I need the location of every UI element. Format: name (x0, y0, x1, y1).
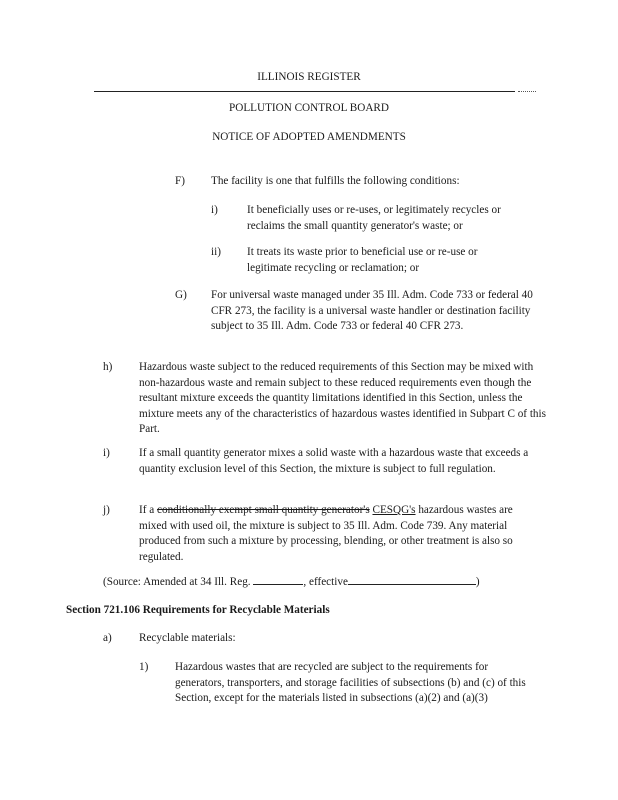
source-prefix: (Source: Amended at 34 Ill. Reg. (103, 576, 254, 588)
board-title: POLLUTION CONTROL BOARD (229, 102, 389, 114)
item-j-deleted: conditionally exempt small quantity generator's (157, 504, 370, 516)
item-G-label: G) (175, 289, 187, 301)
item-F-label: F) (175, 175, 185, 187)
item-F-text: The facility is one that fulfills the following conditions: (211, 175, 460, 187)
item-h-label: h) (103, 361, 113, 373)
item-F-i-label: i) (211, 204, 218, 216)
register-title: ILLINOIS REGISTER (257, 71, 361, 83)
section-a1-text: Hazardous wastes that are recycled are subject to the requirements for generators, transporters, and storage facilities of subsections (b) and (c) of this Section, except for the materials listed in subsections (a)(2) and (a)(3) (175, 661, 526, 705)
item-j-text (139, 503, 541, 565)
section-a-label: a) (103, 632, 112, 644)
item-F-i-text: It beneficially uses or re-uses, or legitimately recycles or reclaims the small quantity generator's waste; or (247, 204, 501, 232)
item-j-label: j) (103, 504, 110, 516)
item-j-pre: If a (139, 504, 158, 516)
source-suffix: ) (475, 576, 480, 588)
source-note (103, 574, 533, 591)
source-middle: , effective (303, 576, 348, 588)
source-volume-blank (253, 574, 303, 585)
section-a-text: Recyclable materials: (139, 632, 236, 644)
item-F-ii-text: It treats its waste prior to beneficial use or re-use or legitimate recycling or reclamation; or (247, 246, 478, 274)
item-i-text: If a small quantity generator mixes a solid waste with a hazardous waste that exceeds a quantity exclusion level of this Section, the mixture is subject to full regulation. (139, 447, 529, 475)
item-F-ii-label: ii) (211, 246, 221, 258)
notice-title: NOTICE OF ADOPTED AMENDMENTS (212, 131, 406, 143)
header-rule-tail (518, 91, 536, 92)
item-i-label: i) (103, 447, 110, 459)
section-a1-label: 1) (139, 661, 149, 673)
item-h-text: Hazardous waste subject to the reduced requirements of this Section may be mixed with non-hazardous waste and remain subject to these reduced requirements even though the resultant mixture exceeds the quantity limitations identified in this Section, unless the mixture meets any of the characteristics of hazardous wastes identified in Subpart C of this Part. (139, 361, 546, 436)
item-G-text: For universal waste managed under 35 Ill. Adm. Code 733 or federal 40 CFR 273, the facility is a universal waste handler or destination facility subject to 35 Ill. Adm. Code 733 or federal 40 CFR 273. (211, 289, 533, 333)
item-j-post: hazardous wastes are mixed with used oil, the mixture is subject to 35 Ill. Adm. Code 739. Any material produced from such a mixture by processing, blending, or other treatment is also so regulated. (139, 504, 513, 563)
source-effective-blank (348, 574, 476, 585)
section-heading: Section 721.106 Requirements for Recyclable Materials (66, 604, 330, 616)
item-j-inserted: CESQG's (372, 504, 416, 516)
header-rule (94, 91, 515, 92)
